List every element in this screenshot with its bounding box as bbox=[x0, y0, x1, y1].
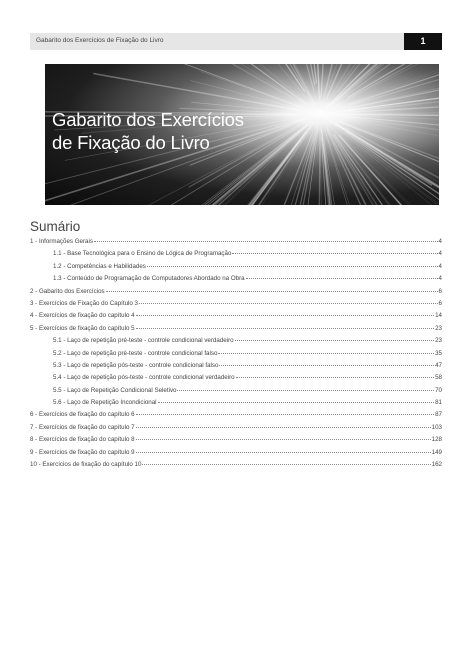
toc-entry-page: 103 bbox=[431, 423, 442, 431]
toc-dot-leader bbox=[236, 377, 435, 378]
toc-dot-leader bbox=[147, 266, 438, 267]
toc-entry-label: 10 - Exercícios de fixação do capítulo 10 bbox=[30, 461, 142, 469]
toc-entry-label: 4 - Exercícios de fixação do capítulo 4 bbox=[30, 312, 135, 320]
toc-entry[interactable] bbox=[30, 362, 442, 374]
toc-dot-leader bbox=[142, 464, 430, 465]
toc-entry-page: 23 bbox=[435, 337, 442, 345]
toc-dot-leader bbox=[136, 315, 435, 316]
toc-entry-page: 47 bbox=[435, 361, 442, 369]
toc-entry-label: 5.5 - Laço de Repetição Condicional Seletivo bbox=[53, 386, 177, 394]
toc-entry-label: 5.1 - Laço de repetição pré-teste - controle condicional verdadeiro bbox=[53, 337, 234, 345]
toc-dot-leader bbox=[136, 414, 435, 415]
toc-entry[interactable] bbox=[30, 337, 442, 349]
toc-entry[interactable] bbox=[30, 300, 442, 312]
toc-entry-page: 87 bbox=[435, 411, 442, 419]
toc-entry[interactable] bbox=[30, 288, 442, 300]
toc-entry-page: 70 bbox=[435, 386, 442, 394]
toc-entry-page: 35 bbox=[435, 349, 442, 357]
light-ray bbox=[317, 128, 320, 205]
toc-entry-page: 58 bbox=[435, 374, 442, 382]
toc-entry-label: 1.3 - Conteúdo de Programação de Computadores Abordado na Obra bbox=[53, 275, 245, 283]
toc-entry[interactable] bbox=[30, 436, 442, 448]
light-ray bbox=[131, 64, 306, 104]
toc-entry-page: 4 bbox=[438, 275, 442, 283]
toc-entry-page: 4 bbox=[438, 250, 442, 258]
toc-entry-label: 1.1 - Base Tecnológica para o Ensino de Lógica de Programação bbox=[53, 250, 232, 258]
banner-title bbox=[52, 108, 244, 154]
toc-dot-leader bbox=[136, 427, 431, 428]
page-number: 1 bbox=[404, 33, 442, 50]
toc-entry[interactable] bbox=[30, 374, 442, 386]
toc-entry-label: 5.6 - Laço de Repetição Incondicional bbox=[53, 399, 157, 407]
toc-entry-page: 81 bbox=[435, 399, 442, 407]
toc-entry-label: 1.2 - Competências e Habilidades bbox=[53, 262, 146, 270]
header-title: Gabarito dos Exercícios de Fixação do Livro bbox=[36, 37, 164, 44]
toc-entry-page: 128 bbox=[431, 436, 442, 444]
toc-entry[interactable] bbox=[30, 263, 442, 275]
toc-dot-leader bbox=[219, 365, 434, 366]
toc-entry-label: 9 - Exercícios de fixação do capítulo 9 bbox=[30, 448, 135, 456]
toc-entry[interactable] bbox=[30, 449, 442, 461]
toc-entry-label: 1 - Informações Gerais bbox=[30, 238, 93, 245]
toc-entry-label: 5.2 - Laço de repetição pré-teste - controle condicional falso bbox=[53, 349, 218, 357]
toc-entry[interactable] bbox=[30, 461, 442, 473]
toc-entry-label: 5 - Exercícios de fixação do capítulo 5 bbox=[30, 324, 135, 332]
toc-entry-label: 7 - Exercícios de fixação do capítulo 7 bbox=[30, 423, 135, 431]
page-header bbox=[30, 33, 442, 50]
toc-dot-leader bbox=[177, 390, 434, 391]
toc-entry[interactable] bbox=[30, 350, 442, 362]
toc-dot-leader bbox=[246, 278, 438, 279]
toc-entry-label: 8 - Exercícios de fixação do capítulo 8 bbox=[30, 436, 135, 444]
toc-entry[interactable] bbox=[30, 312, 442, 324]
toc-entry[interactable] bbox=[30, 325, 442, 337]
light-ray bbox=[204, 64, 309, 105]
toc-entry[interactable] bbox=[30, 424, 442, 436]
toc-entry-page: 23 bbox=[435, 324, 442, 332]
toc-dot-leader bbox=[136, 328, 435, 329]
toc-entry-page: 6 bbox=[438, 287, 442, 295]
toc-dot-leader bbox=[235, 340, 435, 341]
toc-entry-page: 6 bbox=[438, 299, 442, 307]
toc-entry-page: 4 bbox=[438, 238, 442, 245]
toc-dot-leader bbox=[106, 291, 438, 292]
toc-dot-leader bbox=[232, 253, 437, 254]
toc-entry[interactable] bbox=[30, 399, 442, 411]
banner-title-line1: Gabarito dos Exercícios bbox=[52, 109, 244, 130]
toc-entry-page: 149 bbox=[431, 448, 442, 456]
cover-banner bbox=[45, 64, 439, 205]
toc-dot-leader bbox=[136, 452, 431, 453]
toc-dot-leader bbox=[136, 439, 431, 440]
summary-heading: Sumário bbox=[30, 219, 81, 234]
light-ray bbox=[45, 64, 292, 98]
toc-entry-label: 3 - Exercícios de Fixação do Capítulo 3 bbox=[30, 299, 138, 307]
toc-entry-label: 5.3 - Laço de repetição pós-teste - controle condicional falso bbox=[53, 361, 219, 369]
toc-dot-leader bbox=[218, 353, 434, 354]
toc-entry[interactable] bbox=[30, 250, 442, 262]
toc-entry-page: 4 bbox=[438, 262, 442, 270]
toc-entry[interactable] bbox=[30, 387, 442, 399]
toc-entry-page: 14 bbox=[435, 312, 442, 320]
toc-dot-leader bbox=[139, 303, 438, 304]
toc-entry-page: 162 bbox=[431, 461, 442, 469]
light-ray bbox=[331, 122, 439, 205]
toc-entry-label: 2 - Gabarito dos Exercícios bbox=[30, 287, 105, 295]
toc-entry[interactable] bbox=[30, 238, 442, 250]
light-ray bbox=[94, 74, 309, 112]
toc-dot-leader bbox=[94, 241, 438, 242]
toc-entry[interactable] bbox=[30, 275, 442, 287]
toc-entry-label: 5.4 - Laço de repetição pós-teste - controle condicional verdadeiro bbox=[53, 374, 235, 382]
table-of-contents bbox=[30, 238, 442, 473]
toc-entry[interactable] bbox=[30, 411, 442, 423]
toc-dot-leader bbox=[158, 402, 435, 403]
light-ray bbox=[135, 64, 314, 105]
toc-entry-label: 6 - Exercícios de fixação do capítulo 6 bbox=[30, 411, 135, 419]
banner-title-line2: de Fixação do Livro bbox=[52, 132, 210, 153]
